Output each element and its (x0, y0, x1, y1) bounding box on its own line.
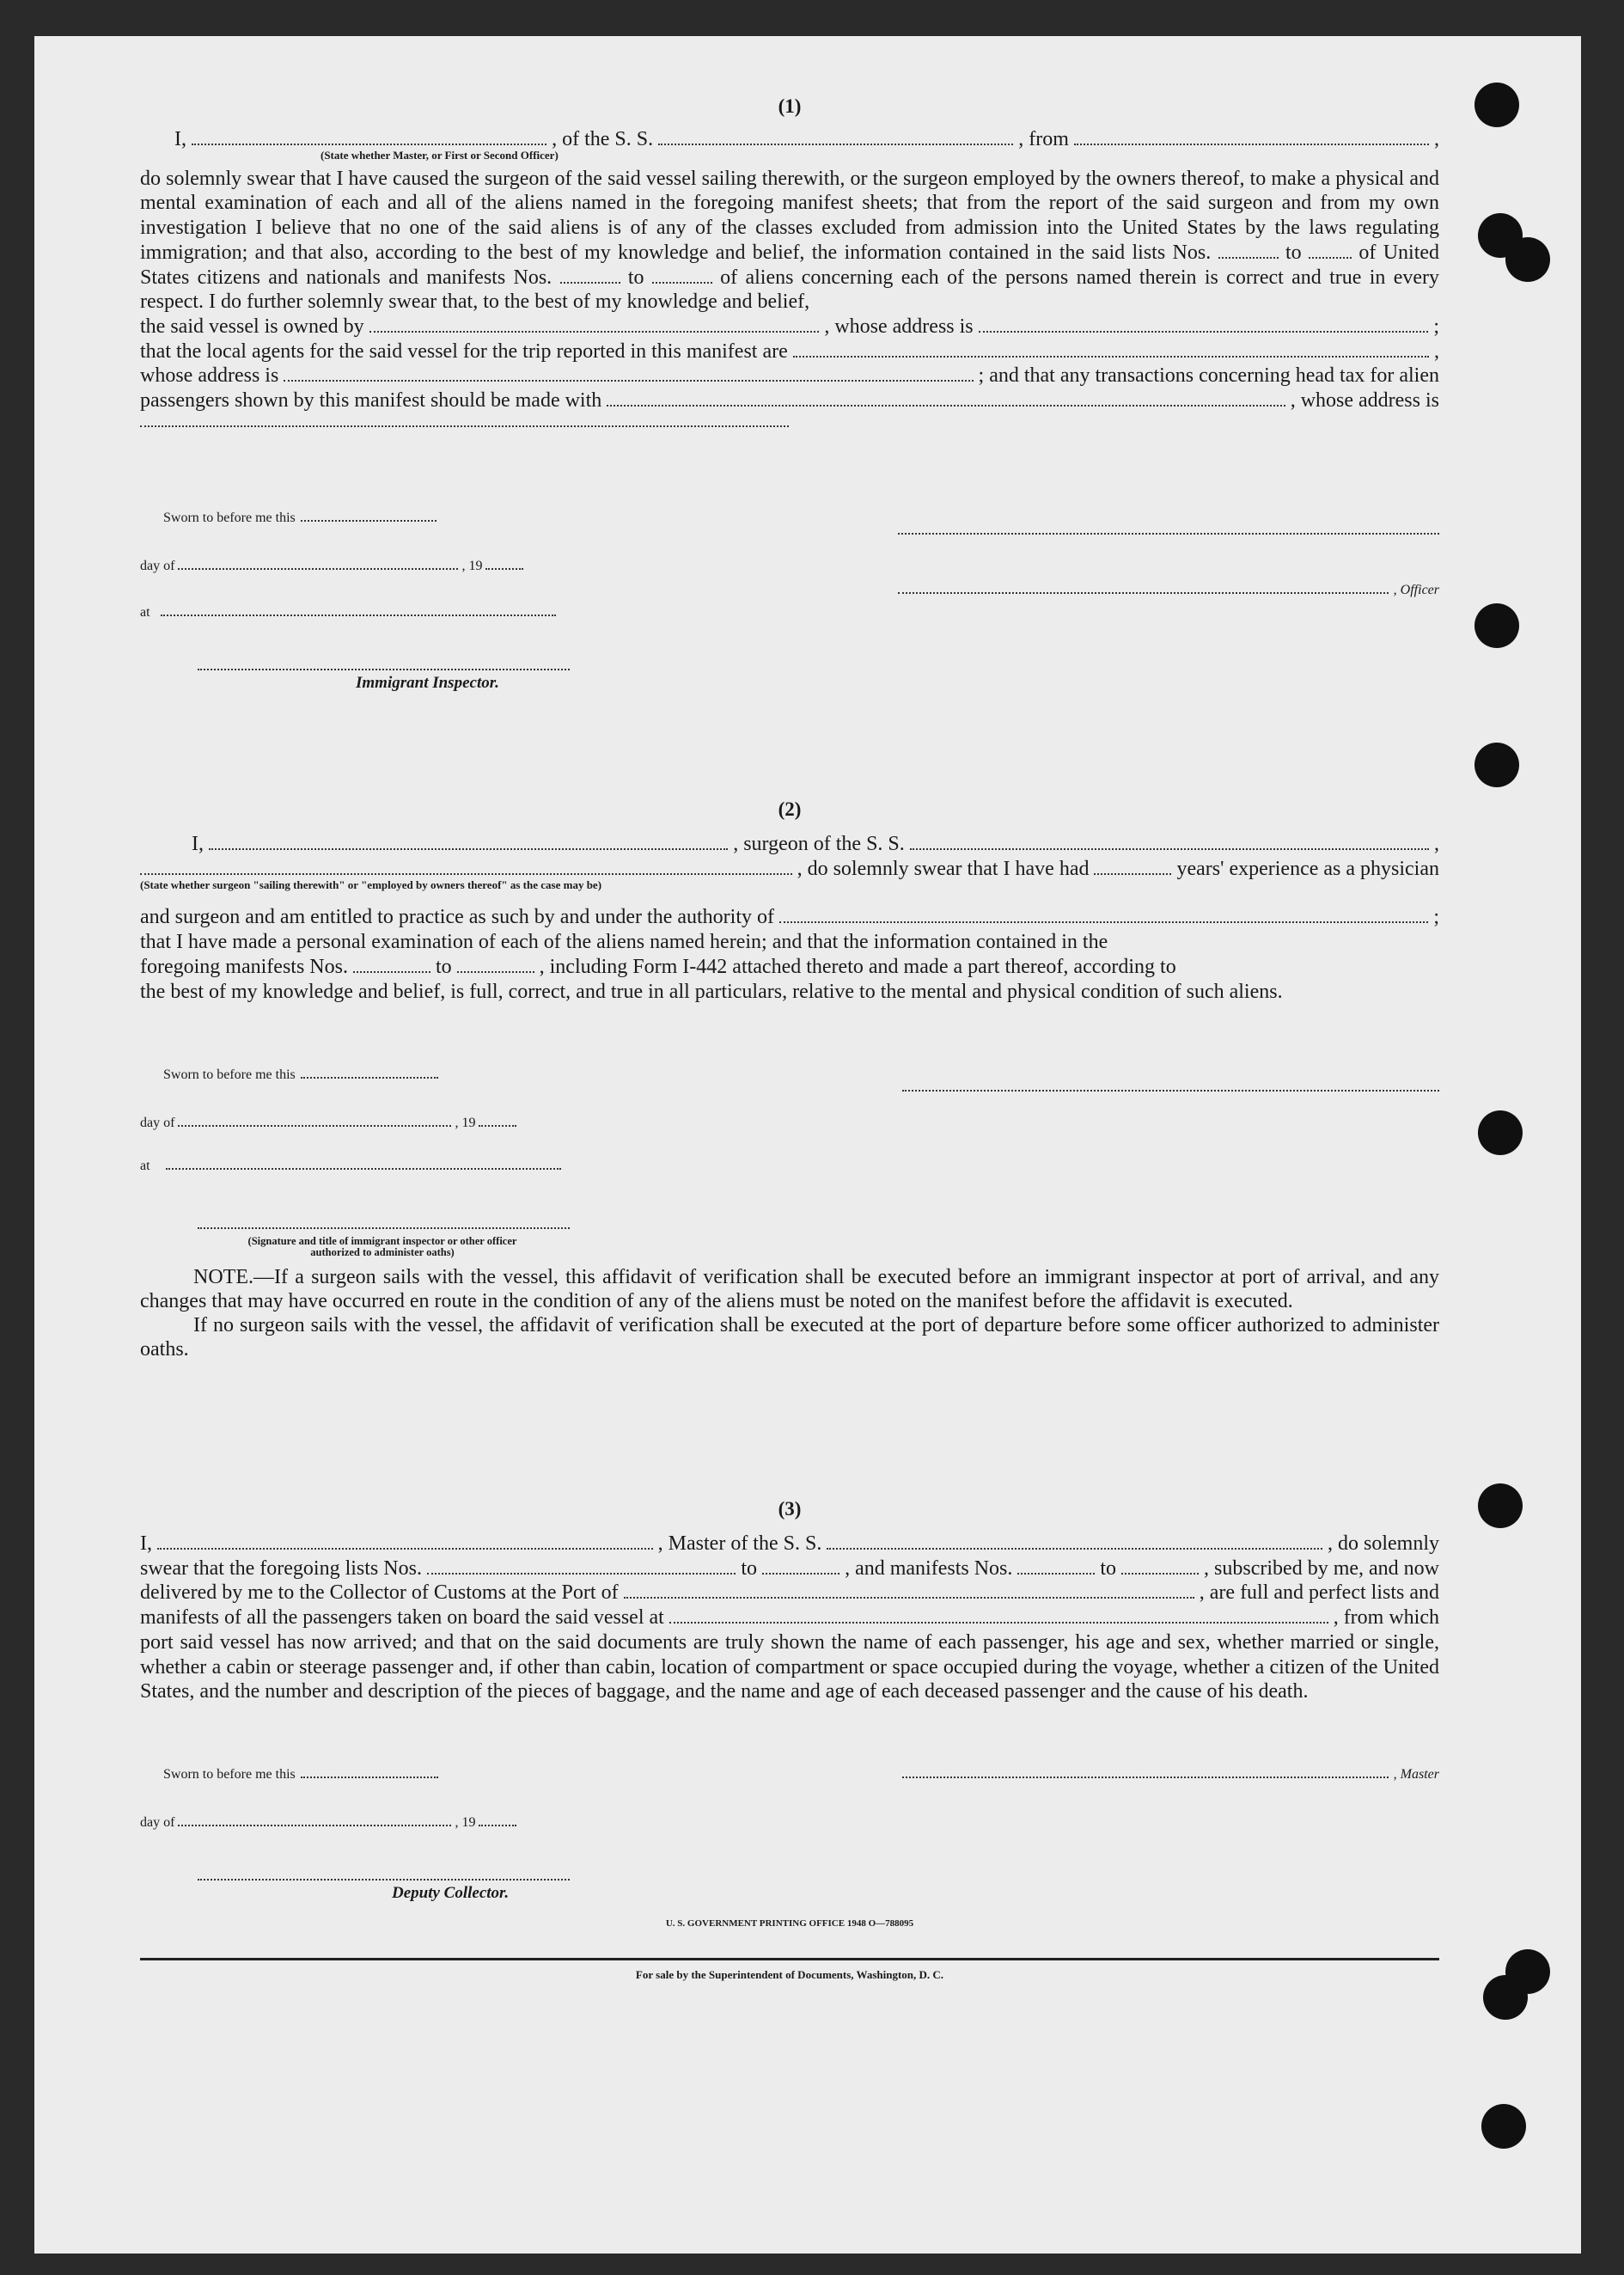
s1-lists-from-field[interactable] (1218, 257, 1279, 259)
s1-inspector-label: Immigrant Inspector. (356, 674, 499, 692)
s1-signature-line[interactable] (898, 533, 1439, 535)
s2-inspector-line[interactable] (198, 1227, 570, 1229)
s1-sworn-field[interactable] (301, 520, 437, 522)
s1-caption: (State whether Master, or First or Second Officer) (321, 148, 559, 162)
s3-master-name-field[interactable] (157, 1548, 653, 1550)
section-2 (140, 792, 1439, 1004)
s2-vessel-field[interactable] (910, 848, 1429, 850)
s3-l2-b: , and manifests Nos. (845, 1556, 1013, 1580)
s3-master-sign-field[interactable] (902, 1777, 1389, 1778)
s3-sworn-row (163, 1767, 438, 1783)
s1-owned-line (140, 315, 1439, 339)
s1-from: , from (1018, 128, 1069, 150)
s1-from-field[interactable] (1074, 144, 1429, 145)
s2-note (140, 1265, 1439, 1361)
s2-auth-a: and surgeon and am entitled to practice as such by and under the authority of (140, 906, 774, 929)
s2-day-label: day of (140, 1116, 175, 1130)
s1-owned-end: ; (1433, 315, 1440, 338)
s2-manifests-from-field[interactable] (353, 971, 430, 973)
s3-sworn-field[interactable] (301, 1777, 438, 1778)
s3-l2-to1: to (741, 1556, 758, 1580)
s1-owner-address-field[interactable] (979, 331, 1429, 333)
s2-surgeon-status-field[interactable] (140, 873, 792, 875)
s3-vessel-field[interactable] (827, 1548, 1322, 1550)
s2-sworn-field[interactable] (301, 1077, 438, 1079)
s1-address-continuation (140, 413, 1439, 427)
s1-officer-sign-field[interactable] (898, 592, 1389, 594)
s1-owner-field[interactable] (369, 331, 820, 333)
punch-hole-9 (1505, 1949, 1550, 1994)
s1-manifests-to-field[interactable] (652, 282, 712, 284)
s2-body-a: that I have made a personal examination of each of the aliens named herein; and that the information contained in the (140, 931, 1108, 954)
s1-day-field[interactable] (178, 568, 458, 570)
s2-manifests-to-field[interactable] (457, 971, 534, 973)
s3-l4-b: , from which (1333, 1606, 1439, 1630)
s1-headtax-address-field[interactable] (140, 413, 789, 427)
s1-lists-to-field[interactable] (1309, 257, 1352, 259)
s2-i: I, (192, 833, 204, 855)
s2-day-row (140, 1116, 516, 1131)
s3-i: I, (140, 1532, 152, 1555)
s3-lists-from-field[interactable] (427, 1573, 736, 1575)
s1-pass-b: , whose address is (1290, 389, 1439, 413)
s2-day-field[interactable] (178, 1125, 451, 1127)
s1-of-ss: , of the S. S. (552, 128, 654, 150)
s1-body-c: of aliens concerning each of the persons named therein is correct and true in every respect. I do further solemnly swear that, to the best of my knowledge and belief, (140, 266, 1440, 314)
s1-body-to2: to (627, 266, 644, 289)
s3-l2-c: , subscribed by me, and now (1204, 1556, 1439, 1580)
s1-owned-a: the said vessel is owned by (140, 315, 364, 338)
s2-surgeon-of: , surgeon of the S. S. (733, 833, 905, 855)
s1-whose-b: ; and that any transactions concerning head tax for alien (978, 364, 1439, 388)
s1-i: I, (174, 128, 186, 150)
s2-sworn-label: Sworn to before me this (163, 1067, 296, 1082)
s3-port-line (140, 1581, 1439, 1605)
s2-fm-a: foregoing manifests Nos. (140, 955, 348, 978)
section-3 (140, 1492, 1439, 1704)
s3-deputy-line[interactable] (198, 1879, 570, 1881)
s1-year-label: , 19 (461, 559, 483, 573)
s3-master-of: , Master of the S. S. (657, 1532, 822, 1555)
s1-manifests-from-field[interactable] (560, 282, 620, 284)
s2-year-label: , 19 (455, 1116, 476, 1130)
sale-notice: For sale by the Superintendent of Documents, Washington, D. C. (635, 1968, 944, 1981)
s1-day-row (140, 559, 523, 574)
s3-day-field[interactable] (178, 1825, 451, 1826)
s1-agents-field[interactable] (793, 356, 1429, 358)
s2-note-1: NOTE.—If a surgeon sails with the vessel, this affidavit of verification shall be executed before an immigrant inspector at port of arrival, and any changes that may have occurred en route in the condition of any of the aliens must be noted on the manifest before the affidavit is executed. (140, 1266, 1439, 1312)
punch-hole-1 (1474, 83, 1519, 127)
s1-agents-address-field[interactable] (284, 380, 973, 382)
s1-agents-a: that the local agents for the said vessel for the trip reported in this manifest are (140, 339, 788, 363)
s2-caption: (State whether surgeon "sailing therewith" or "employed by owners thereof" as the case may be) (140, 878, 602, 892)
punch-hole-6 (1478, 1110, 1523, 1155)
section-number-3: (3) (778, 1498, 802, 1520)
s2-authority-line (140, 905, 1439, 930)
s1-body-b: of United States citizens and nationals and manifests Nos. (140, 241, 1440, 289)
s3-departure-port-field[interactable] (669, 1622, 1328, 1624)
s3-day-label: day of (140, 1815, 175, 1830)
s1-comma: , (1434, 128, 1439, 150)
s3-vessel-at-line (140, 1605, 1439, 1630)
s3-deputy-label: Deputy Collector. (392, 1884, 510, 1902)
s1-day-label: day of (140, 559, 175, 573)
s1-officer-row (898, 583, 1439, 598)
s2-fm-to: to (435, 955, 452, 978)
s2-at-field[interactable] (166, 1168, 561, 1170)
s3-day-row (140, 1815, 516, 1831)
s1-at-label: at (140, 605, 150, 620)
s1-headtax-field[interactable] (607, 405, 1285, 407)
s2-authority-field[interactable] (779, 921, 1428, 923)
s3-solemnly: , do solemnly (1328, 1532, 1439, 1555)
section-number-1: (1) (778, 95, 802, 117)
section-number-2: (2) (778, 798, 802, 820)
s3-year-field[interactable] (479, 1825, 516, 1826)
s3-l2-to2: to (1100, 1556, 1117, 1580)
s1-year-field[interactable] (485, 568, 523, 570)
s2-line2-a: , do solemnly swear that I have had (797, 857, 1090, 880)
s1-body (140, 167, 1439, 315)
s1-whose-line (140, 364, 1439, 388)
s3-lists-to-field[interactable] (762, 1573, 839, 1575)
s1-at-field[interactable] (161, 615, 556, 616)
s1-whose-a: whose address is (140, 364, 279, 388)
punch-hole-4 (1474, 603, 1519, 648)
s3-lists-line (140, 1556, 1439, 1581)
s3-body: port said vessel has now arrived; and that on the said documents are truly shown the name of each passenger, his age and sex, whether married or single, whether a cabin or steerage passenger and, if other than cabin, location of compartment or space occupied during the voyage, whether a citizen of the United States, and the number and description of the pieces of baggage, and the name and age of each deceased passenger and the cause of his death. (140, 1630, 1439, 1703)
punch-hole-7 (1478, 1483, 1523, 1528)
s2-surgeon-name-field[interactable] (209, 848, 728, 850)
s1-owned-b: , whose address is (824, 315, 974, 338)
footer-rule (140, 1958, 1439, 1960)
s3-l3-b: , are full and perfect lists and (1199, 1581, 1439, 1605)
section-1 (140, 89, 1439, 427)
s3-l4-a: manifests of all the passengers taken on board the said vessel at (140, 1606, 664, 1630)
s1-sworn-row (163, 511, 437, 526)
s2-line2-b: years' experience as a physician (1176, 857, 1439, 880)
s1-at-row (140, 605, 556, 621)
s2-manifests-line (140, 955, 1439, 980)
s2-note-2: If no surgeon sails with the vessel, the affidavit of verification shall be executed at the port of departure before some officer authorized to administer oaths. (140, 1314, 1439, 1361)
s2-year-field[interactable] (479, 1125, 516, 1127)
s1-officer-label: , Officer (1393, 583, 1439, 597)
s2-auth-end: ; (1433, 906, 1439, 929)
s3-master-label: , Master (1393, 1767, 1439, 1782)
s2-line-surgeon (140, 832, 1439, 857)
s3-sworn-label: Sworn to before me this (163, 1767, 296, 1782)
punch-hole-3 (1505, 237, 1550, 282)
s3-manifests-from-field[interactable] (1017, 1573, 1095, 1575)
s2-signature-line[interactable] (902, 1090, 1439, 1092)
s1-vessel-field[interactable] (658, 144, 1013, 145)
gpo-imprint: U. S. GOVERNMENT PRINTING OFFICE 1948 O—788095 (665, 1918, 914, 1929)
s2-body-b: the best of my knowledge and belief, is full, correct, and true in all particulars, relative to the mental and physical condition of such aliens. (140, 980, 1283, 1003)
s3-l2-a: swear that the foregoing lists Nos. (140, 1556, 422, 1580)
s2-line-experience (140, 857, 1439, 882)
s3-port-field[interactable] (624, 1597, 1194, 1599)
s2-comma: , (1434, 833, 1439, 855)
s1-sworn-label: Sworn to before me this (163, 511, 296, 525)
s2-at-label: at (140, 1159, 150, 1173)
s3-master-row (902, 1767, 1439, 1783)
s2-sig-caption: (Signature and title of immigrant inspector or other officer authorized to administer oaths) (247, 1235, 517, 1258)
punch-hole-5 (1474, 743, 1519, 787)
s3-manifests-to-field[interactable] (1121, 1573, 1199, 1575)
s1-pass-a: passengers shown by this manifest should be made with (140, 389, 602, 413)
s1-inspector-line[interactable] (198, 669, 570, 670)
s1-officer-field[interactable] (192, 144, 546, 145)
s2-fm-b: , including Form I-442 attached thereto and made a part thereof, according to (539, 955, 1176, 978)
s1-body-a: do solemnly swear that I have caused the surgeon of the said vessel sailing therewith, or the surgeon employed by the owners thereof, to make a physical and mental examination of each and all of the aliens named in the foregoing manifest sheets; that from the report of the said surgeon and from my own investigation I believe that no one of the said aliens is of any of the classes excluded from admission into the United States by the laws regulating immigration; and that also, according to the best of my knowledge and belief, the information contained in the said lists Nos. (140, 167, 1439, 264)
s1-passengers-line (140, 388, 1439, 413)
s2-sworn-row (163, 1067, 438, 1083)
form-page (34, 36, 1581, 2254)
s1-agents-end: , (1434, 339, 1439, 363)
s2-years-field[interactable] (1094, 873, 1171, 875)
s2-at-row (140, 1159, 561, 1174)
s1-agents-line (140, 339, 1439, 364)
s1-body-to1: to (1285, 241, 1302, 264)
s3-master-line (140, 1532, 1439, 1556)
punch-hole-10 (1481, 2104, 1526, 2149)
s3-year-label: , 19 (455, 1815, 476, 1830)
s3-l3-a: delivered by me to the Collector of Customs at the Port of (140, 1581, 619, 1605)
